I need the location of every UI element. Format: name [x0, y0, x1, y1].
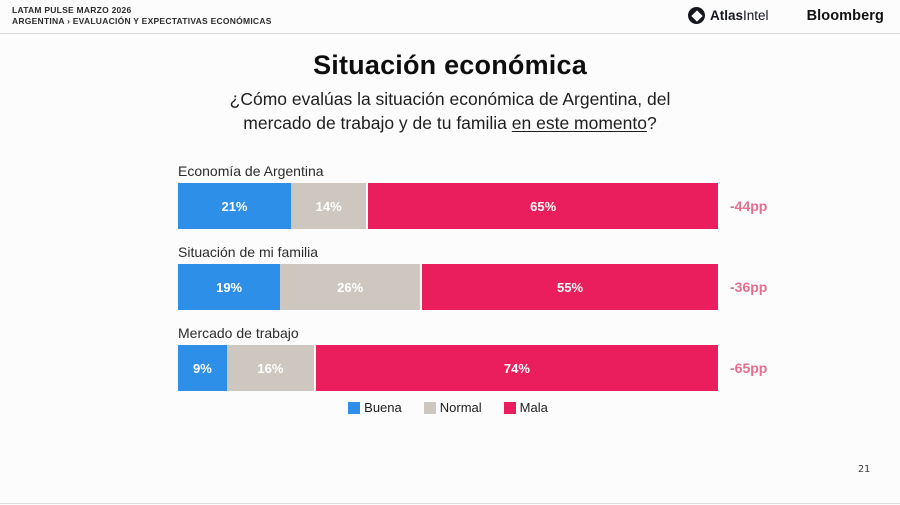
- bottom-divider: [0, 503, 900, 504]
- bar-segment-value: 55%: [557, 279, 584, 295]
- atlasintel-diamond-icon: [688, 7, 705, 24]
- legend-swatch-icon: [424, 402, 436, 414]
- bar-segment-value: 19%: [216, 279, 243, 295]
- legend-item-mala: [504, 400, 548, 415]
- bar-segment-value: 65%: [530, 198, 557, 214]
- bar-segment-mala: [366, 183, 718, 229]
- page-title: Situación económica: [313, 50, 587, 80]
- bar-category-label: Economía de Argentina: [178, 163, 324, 179]
- page-number: 21: [857, 464, 870, 475]
- stacked-bar: [178, 345, 718, 391]
- bar-segment-mala: [420, 264, 718, 310]
- legend-swatch-icon: [348, 402, 360, 414]
- bar-segment-value: 74%: [503, 360, 530, 376]
- question-line1: ¿Cómo evalúas la situación económica de Argentina, del: [229, 89, 671, 109]
- question-subtitle: [0, 87, 900, 135]
- legend: [178, 400, 718, 415]
- bar-segment-buena: [178, 345, 227, 391]
- bar-diff-label: -36pp: [730, 279, 768, 295]
- bar-row: [178, 183, 768, 229]
- bar-diff-label: -44pp: [730, 198, 768, 214]
- bloomberg-logo: Bloomberg: [806, 7, 884, 24]
- bar-row: [178, 345, 768, 391]
- question-line2-underlined: en este momento: [511, 113, 647, 133]
- bar-diff-label: -65pp: [730, 360, 768, 376]
- bar-category-label: Mercado de trabajo: [178, 325, 299, 341]
- legend-label: Buena: [364, 400, 402, 415]
- atlasintel-logo: [688, 7, 769, 24]
- bar-category-label: Situación de mi familia: [178, 244, 319, 260]
- bar-segment-normal: [280, 264, 420, 310]
- question-line2-suffix: ?: [646, 113, 657, 133]
- atlasintel-wordmark-light: Intel: [743, 8, 769, 23]
- header-kicker: [12, 5, 272, 26]
- header-logos: [688, 7, 884, 24]
- bar-row: [178, 264, 768, 310]
- breadcrumb: ARGENTINA › EVALUACIÓN Y EXPECTATIVAS ECONÓMICAS: [12, 15, 272, 26]
- legend-item-normal: [424, 400, 482, 415]
- bar-group: [178, 244, 768, 310]
- question-line2: [0, 111, 900, 135]
- stacked-bar-chart: [178, 163, 768, 406]
- legend-swatch-icon: [504, 402, 516, 414]
- bar-segment-value: 16%: [257, 360, 284, 376]
- bar-group: [178, 163, 768, 229]
- atlasintel-wordmark-bold: Atlas: [710, 8, 744, 23]
- header-line1: LATAM PULSE MARZO 2026: [12, 5, 132, 15]
- bar-segment-buena: [178, 183, 291, 229]
- legend-item-buena: [348, 400, 402, 415]
- stacked-bar: [178, 183, 718, 229]
- legend-label: Mala: [519, 400, 548, 415]
- bar-group: [178, 325, 768, 391]
- bar-segment-normal: [291, 183, 366, 229]
- stacked-bar: [178, 264, 718, 310]
- question-line2-prefix: mercado de trabajo y de tu familia: [243, 113, 512, 133]
- bar-segment-buena: [178, 264, 280, 310]
- bar-segment-value: 26%: [337, 279, 364, 295]
- bar-segment-normal: [227, 345, 314, 391]
- bar-segment-value: 14%: [315, 198, 342, 214]
- bar-segment-mala: [314, 345, 718, 391]
- header-divider: [0, 33, 900, 34]
- bar-segment-value: 9%: [193, 360, 212, 376]
- legend-label: Normal: [439, 400, 482, 415]
- bar-segment-value: 21%: [221, 198, 248, 214]
- atlasintel-wordmark: [710, 8, 769, 23]
